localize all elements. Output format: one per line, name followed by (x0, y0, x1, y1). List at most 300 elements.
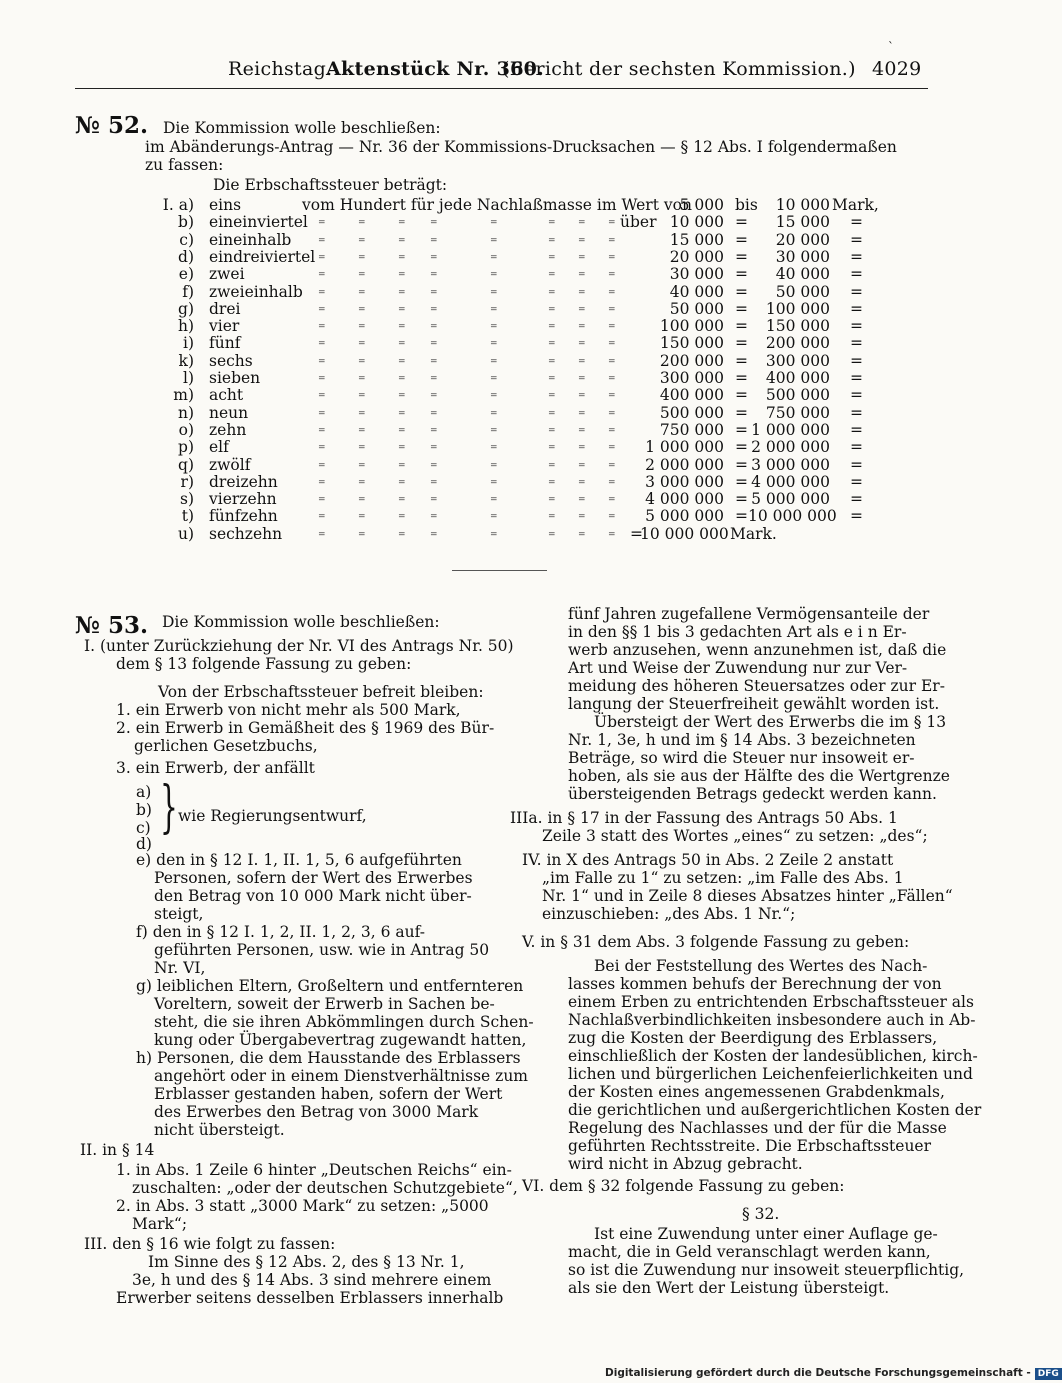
ditto-mark: = (608, 391, 616, 402)
ditto-mark: = (490, 391, 498, 402)
ditto-mark: = (358, 529, 366, 540)
rate-row-to: 200 000 (765, 334, 830, 353)
right-line-28: geführten Rechtsstreite. Die Erbschaftssteuer (568, 1137, 932, 1155)
ditto-mark: = (608, 287, 616, 298)
right-line-33: macht, die in Geld veranschlagt werden kann, (568, 1243, 931, 1261)
ditto-mark: = (548, 339, 556, 350)
ditto-mark: = (358, 408, 366, 419)
ditto-mark: = (430, 374, 438, 384)
ditto-mark: = (548, 391, 556, 402)
rate-row-from: 500 000 (659, 403, 724, 422)
right-line-15: Nr. 1“ und in Zeile 8 dieses Absatzes hinter „Fällen“ (542, 887, 953, 905)
ditto-mark: = (490, 218, 498, 229)
left-line-19: Nr. VI, (154, 959, 206, 977)
ditto-mark: = (358, 512, 366, 523)
ditto-mark: = (398, 495, 406, 506)
ditto-mark: = (430, 495, 438, 506)
left-line-23: kung oder Übergabevertrag zugewandt hatten, (154, 1031, 527, 1049)
ditto-mark: = (490, 287, 498, 298)
ditto-mark: = (398, 322, 406, 333)
rate-row-index: I. a) (162, 196, 194, 214)
left-line-6: gerlichen Gesetzbuchs, (134, 737, 318, 755)
ditto-mark: = (358, 270, 366, 281)
ditto-mark: = (318, 495, 326, 506)
rate-row-from: 5 000 (679, 196, 724, 214)
left-line-27: des Erwerbes den Betrag von 3000 Mark (154, 1103, 479, 1121)
ditto-mark: = (608, 477, 616, 488)
rate-row-bis: = (735, 420, 748, 439)
item-52-line2: im Abänderungs-Antrag — Nr. 36 der Kommissions-Drucksachen — § 12 Abs. I folgendermaßen (145, 138, 897, 156)
rate-row-index: i) (182, 334, 194, 353)
ditto-mark: = (490, 443, 498, 454)
ditto-mark: = (430, 252, 438, 263)
ditto-mark: = (430, 235, 438, 246)
ditto-mark: = (430, 529, 438, 540)
ditto-mark: = (548, 287, 556, 298)
ditto-mark: = (608, 270, 616, 281)
rate-row-word: fünfzehn (209, 507, 278, 526)
rate-row-index: s) (179, 490, 194, 509)
rate-row-from: 200 000 (659, 351, 724, 370)
ditto-mark: = (490, 322, 498, 333)
rate-row-from: 1 000 000 (645, 438, 724, 457)
rate-row-unit: = (850, 334, 863, 353)
rate-row-to: 10 000 000 (748, 507, 837, 526)
rate-row-index: n) (177, 403, 194, 422)
ditto-mark: = (578, 252, 586, 263)
ditto-mark: = (578, 529, 586, 540)
left-line-1: I. (unter Zurückziehung der Nr. VI des Antrags Nr. 50) (84, 637, 514, 655)
ditto-mark: = (398, 304, 406, 315)
left-line-12: wie Regierungsentwurf, (178, 807, 367, 825)
right-line-9: hoben, als sie aus der Hälfte des die Wertgrenze (568, 767, 950, 785)
rate-row-bis: = (735, 282, 748, 301)
rate-row-to: 300 000 (765, 351, 830, 370)
rate-row-bis: = (735, 490, 748, 509)
left-line-7: 3. ein Erwerb, der anfällt (116, 759, 315, 777)
rate-row-word: sechzehn (209, 524, 283, 543)
rate-row-to: 2 000 000 (751, 438, 830, 457)
ditto-mark: = (548, 270, 556, 281)
right-line-27: Regelung des Nachlasses und der für die Masse (568, 1119, 947, 1137)
ditto-mark: = (430, 391, 438, 402)
ditto-mark: = (490, 495, 498, 506)
left-line-16: steigt, (154, 905, 204, 923)
rate-row-to: 1 000 000 (751, 420, 830, 439)
left-line-15: den Betrag von 10 000 Mark nicht über- (154, 887, 472, 905)
rate-row-from: 30 000 (669, 265, 724, 284)
rate-row-bis: = (735, 299, 748, 318)
left-line-33: Mark“; (132, 1215, 188, 1233)
right-line-18: Bei der Feststellung des Wertes des Nach- (594, 957, 928, 975)
rate-row-unit: = (850, 420, 863, 439)
rate-row-from: 5 000 000 (645, 507, 724, 526)
rate-row-to: 20 000 (775, 230, 830, 249)
ditto-mark: = (578, 477, 586, 488)
ditto-mark: = (318, 235, 326, 246)
ditto-mark: = (398, 287, 406, 298)
left-line-3: Von der Erbschaftssteuer befreit bleiben: (158, 683, 484, 701)
ditto-mark: = (430, 356, 438, 367)
left-line-14: Personen, sofern der Wert des Erwerbes (154, 869, 473, 887)
rate-row-word: zehn (209, 420, 247, 439)
rate-row-bis: = (735, 472, 748, 491)
rate-row-index: u) (177, 524, 194, 543)
right-line-32: Ist eine Zuwendung unter einer Auflage ge- (594, 1225, 938, 1243)
rate-row-to: 750 000 (765, 403, 830, 422)
rate-row-unit: = (850, 507, 863, 526)
rate-row-from: 2 000 000 (645, 455, 724, 474)
ditto-mark: = (608, 339, 616, 350)
rate-row-to: 4 000 000 (751, 472, 830, 491)
rate-row-to: 150 000 (765, 317, 830, 336)
rate-row-bis: = (735, 438, 748, 457)
rate-row-index: f) (182, 282, 194, 301)
left-line-29: II. in § 14 (80, 1141, 155, 1159)
rate-row-to: 5 000 000 (751, 490, 830, 509)
rate-row-unit: = (850, 213, 863, 232)
right-line-22: zug die Kosten der Beerdigung des Erblassers, (568, 1029, 938, 1047)
ditto-mark: = (578, 218, 586, 229)
rate-row-bis: = (735, 247, 748, 266)
left-line-31: zuschalten: „oder der deutschen Schutzgebiete“, (132, 1179, 518, 1197)
rate-row-from: 10 000 (669, 213, 724, 232)
ditto-mark: = (318, 425, 326, 436)
ditto-mark: = (398, 443, 406, 454)
item-53-number: № 53. (75, 612, 149, 639)
rate-row-word: dreizehn (209, 472, 278, 491)
rate-row-word: vierzehn (209, 490, 277, 509)
right-line-17: V. in § 31 dem Abs. 3 folgende Fassung zu geben: (522, 933, 910, 951)
ditto-mark: = (578, 270, 586, 281)
right-line-35: als sie den Wert der Leistung übersteigt. (568, 1279, 890, 1297)
ditto-mark: = (430, 425, 438, 436)
ditto-mark: = (430, 477, 438, 488)
right-line-7: Nr. 1, 3e, h und im § 14 Abs. 3 bezeichneten (568, 731, 916, 749)
rate-row-bis: = (735, 265, 748, 284)
left-line-8: a) (136, 783, 152, 801)
header-tick: ` (888, 40, 894, 54)
right-line-0: fünf Jahren zugefallene Vermögensanteile der (568, 605, 930, 623)
ditto-mark: = (430, 218, 438, 229)
ditto-mark: = (608, 374, 616, 384)
rate-row-to: 400 000 (765, 369, 830, 387)
ditto-mark: = (318, 477, 326, 488)
ditto-mark: = (490, 235, 498, 246)
ditto-mark: = (358, 218, 366, 229)
ditto-mark: = (318, 443, 326, 454)
item-52-line1: Die Kommission wolle beschließen: (163, 119, 441, 137)
ditto-mark: = (548, 252, 556, 263)
ditto-mark: = (430, 460, 438, 471)
ditto-mark: = (318, 270, 326, 281)
ditto-mark: = (548, 477, 556, 488)
ditto-mark: = (318, 304, 326, 315)
ditto-mark: = (358, 477, 366, 488)
ditto-mark: = (318, 374, 326, 384)
ditto-mark: = (548, 495, 556, 506)
header-paren: (Bericht der sechsten Kommission.) (502, 58, 856, 80)
ditto-mark: = (578, 304, 586, 315)
ditto-mark: = (398, 460, 406, 471)
ditto-mark: = (490, 408, 498, 419)
left-line-24: h) Personen, die dem Hausstande des Erblassers (136, 1049, 521, 1067)
ditto-mark: = (608, 425, 616, 436)
rate-row-word: eins (209, 196, 242, 214)
ditto-mark: = (578, 408, 586, 419)
ditto-mark: = (358, 374, 366, 384)
rate-row-bis: = (735, 351, 748, 370)
rate-row-unit: = (850, 351, 863, 370)
left-line-21: Voreltern, soweit der Erwerb in Sachen be- (154, 995, 495, 1013)
rate-row-word: vier (209, 317, 240, 336)
ditto-mark: = (608, 408, 616, 419)
rate-row-word: eineinhalb (209, 230, 292, 249)
ditto-mark: = (398, 425, 406, 436)
rate-row-unit: Mark, (832, 196, 879, 214)
ditto-mark: = (318, 339, 326, 350)
rate-row-index: g) (178, 299, 194, 318)
rate-row-bis: = (735, 334, 748, 353)
ditto-mark: = (398, 408, 406, 419)
right-line-24: lichen und bürgerlichen Leichenfeierlichkeiten und (568, 1065, 973, 1083)
footer-credit (605, 1367, 1062, 1380)
rate-row-from: 3 000 000 (645, 472, 724, 491)
rate-row-word: sechs (209, 351, 253, 370)
ditto-mark: = (398, 512, 406, 523)
ditto-mark: = (358, 391, 366, 402)
footer-text: Digitalisierung gefördert durch die Deutsche Forschungsgemeinschaft - (605, 1367, 1031, 1379)
right-line-21: Nachlaßverbindlichkeiten insbesondere auch in Ab- (568, 1011, 976, 1029)
right-line-1: in den §§ 1 bis 3 gedachten Art als e i n Er- (568, 623, 907, 641)
page-number: 4029 (872, 58, 922, 80)
right-line-10: übersteigenden Betrags gedeckt werden kann. (568, 785, 937, 803)
rate-row-to: 3 000 000 (751, 455, 830, 474)
item-52-number: № 52. (75, 112, 149, 139)
ditto-mark: = (358, 235, 366, 246)
ditto-mark: = (318, 322, 326, 333)
rate-row-index: r) (180, 472, 194, 491)
rate-row-bis: = (735, 507, 748, 526)
rate-row-bis: = (735, 455, 748, 474)
ditto-mark: = (490, 304, 498, 315)
rate-row-index: c) (179, 230, 194, 249)
ditto-mark: = (578, 374, 586, 384)
ditto-mark: = (398, 529, 406, 540)
left-line-26: Erblasser gestanden haben, sofern der Wert (154, 1085, 503, 1103)
ditto-mark: = (430, 287, 438, 298)
rate-row-unit: = (850, 282, 863, 301)
right-line-26: die gerichtlichen und außergerichtlichen Kosten der (568, 1101, 982, 1119)
rate-row-index: t) (181, 507, 194, 526)
left-line-0: Die Kommission wolle beschließen: (162, 613, 440, 631)
ditto-mark: = (578, 425, 586, 436)
right-line-34: so ist die Zuwendung nur insoweit steuerpflichtig, (568, 1261, 965, 1279)
rate-row-from: 40 000 (669, 282, 724, 301)
right-line-13: IV. in X des Antrags 50 in Abs. 2 Zeile 2 anstatt (522, 851, 894, 869)
rate-row-unit: = (850, 490, 863, 509)
ditto-mark: = (318, 529, 326, 540)
ditto-mark: = (318, 460, 326, 471)
rate-row-prefix: = (630, 524, 643, 543)
rate-row-phrase: vom Hundert für jede Nachlaßmasse im Wert von (302, 196, 692, 214)
left-line-18: geführten Personen, usw. wie in Antrag 50 (154, 941, 490, 959)
ditto-mark: = (490, 252, 498, 263)
ditto-mark: = (548, 460, 556, 471)
rate-row-index: l) (182, 369, 194, 387)
ditto-mark: = (548, 529, 556, 540)
ditto-mark: = (608, 460, 616, 471)
ditto-mark: = (430, 339, 438, 350)
ditto-mark: = (430, 304, 438, 315)
right-line-30: VI. dem § 32 folgende Fassung zu geben: (522, 1177, 845, 1195)
ditto-mark: = (398, 391, 406, 402)
right-line-2: werb anzusehen, wenn anzunehmen ist, daß die (568, 641, 947, 659)
rate-row-word: drei (209, 299, 241, 318)
left-line-4: 1. ein Erwerb von nicht mehr als 500 Mark, (116, 701, 461, 719)
ditto-mark: = (358, 304, 366, 315)
left-line-32: 2. in Abs. 3 statt „3000 Mark“ zu setzen: „5000 (116, 1197, 489, 1215)
rate-row-index: m) (173, 386, 194, 405)
ditto-mark: = (548, 322, 556, 333)
rate-row-to: 40 000 (775, 265, 830, 284)
ditto-mark: = (490, 356, 498, 367)
ditto-mark: = (490, 374, 498, 384)
left-line-13: e) den in § 12 I. 1, II. 1, 5, 6 aufgeführten (136, 851, 462, 869)
ditto-mark: = (398, 339, 406, 350)
ditto-mark: = (578, 512, 586, 523)
rate-row-to: 500 000 (765, 386, 830, 405)
left-line-28: nicht übersteigt. (154, 1121, 285, 1139)
ditto-mark: = (430, 512, 438, 523)
left-line-25: angehört oder in einem Dienstverhältnisse zum (154, 1067, 529, 1085)
ditto-mark: = (318, 218, 326, 229)
ditto-mark: = (578, 443, 586, 454)
ditto-mark: = (318, 408, 326, 419)
ditto-mark: = (548, 408, 556, 419)
rate-row-from: 750 000 (659, 420, 724, 439)
rate-row-unit: = (850, 369, 863, 387)
ditto-mark: = (578, 322, 586, 333)
ditto-mark: = (490, 460, 498, 471)
ditto-mark: = (608, 495, 616, 506)
ditto-mark: = (318, 391, 326, 402)
ditto-mark: = (548, 235, 556, 246)
ditto-mark: = (358, 425, 366, 436)
rate-row-bis: = (735, 403, 748, 422)
left-line-20: g) leiblichen Eltern, Großeltern und entfernteren (136, 977, 524, 995)
rate-row-from: 4 000 000 (645, 490, 724, 509)
rate-row-bis: = (735, 230, 748, 249)
rate-row-index: d) (178, 247, 194, 266)
ditto-mark: = (318, 356, 326, 367)
rate-row-unit: = (850, 317, 863, 336)
ditto-mark: = (548, 374, 556, 384)
ditto-mark: = (358, 339, 366, 350)
ditto-mark: = (578, 235, 586, 246)
rate-row-unit: = (850, 386, 863, 405)
rate-row-to: 15 000 (775, 213, 830, 232)
left-line-11: d) (136, 835, 152, 853)
left-line-10: c) (136, 819, 151, 837)
ditto-mark: = (578, 339, 586, 350)
ditto-mark: = (608, 443, 616, 454)
rate-row-word: sieben (209, 369, 261, 387)
ditto-mark: = (398, 270, 406, 281)
right-line-3: Art und Weise der Zuwendung nur zur Ver- (568, 659, 908, 677)
rate-row-from: 300 000 (659, 369, 724, 387)
rate-row-from: 150 000 (659, 334, 724, 353)
ditto-mark: = (608, 218, 616, 229)
rate-row-to: 100 000 (765, 299, 830, 318)
rate-row-bis: = (735, 386, 748, 405)
ditto-mark: = (548, 218, 556, 229)
rate-row-unit: = (850, 230, 863, 249)
left-line-2: dem § 13 folgende Fassung zu geben: (116, 655, 412, 673)
ditto-mark: = (318, 512, 326, 523)
right-line-6: Übersteigt der Wert des Erwerbs die im § 13 (594, 713, 947, 731)
dfg-logo: DFG (1035, 1368, 1062, 1380)
rate-row-word: neun (209, 403, 249, 422)
rate-row-index: e) (178, 265, 194, 284)
ditto-mark: = (608, 356, 616, 367)
left-line-34: III. den § 16 wie folgt zu fassen: (84, 1235, 336, 1253)
ditto-mark: = (398, 374, 406, 384)
ditto-mark: = (358, 495, 366, 506)
ditto-mark: = (318, 252, 326, 263)
ditto-mark: = (578, 287, 586, 298)
rate-row-index: k) (178, 351, 194, 370)
rate-row-unit: = (850, 299, 863, 318)
rate-row-index: h) (177, 317, 194, 336)
rate-row-bis: = (735, 369, 748, 387)
rate-row-index: b) (178, 213, 194, 232)
left-line-17: f) den in § 12 I. 1, 2, II. 1, 2, 3, 6 auf- (136, 923, 425, 941)
right-line-14: „im Falle zu 1“ zu setzen: „im Falle des Abs. 1 (542, 869, 904, 887)
ditto-mark: = (548, 425, 556, 436)
rate-row-to: 50 000 (775, 282, 830, 301)
ditto-mark: = (608, 322, 616, 333)
ditto-mark: = (578, 391, 586, 402)
rate-row-word: zweieinhalb (209, 282, 303, 301)
ditto-mark: = (608, 304, 616, 315)
ditto-mark: = (358, 322, 366, 333)
ditto-mark: = (398, 218, 406, 229)
ditto-mark: = (608, 529, 616, 540)
rate-row-word: fünf (209, 334, 241, 353)
header-doc: Aktenstück Nr. 360. (326, 58, 545, 80)
rate-row-from: 50 000 (669, 299, 724, 318)
ditto-mark: = (578, 356, 586, 367)
ditto-mark: = (490, 339, 498, 350)
rate-row-index: p) (178, 438, 194, 457)
ditto-mark: = (398, 252, 406, 263)
rate-row-bis: Mark. (730, 524, 777, 543)
rate-row-unit: = (850, 455, 863, 474)
rate-row-word: elf (209, 438, 229, 457)
rate-row-unit: = (850, 438, 863, 457)
rate-row-from: 10 000 000 (640, 524, 729, 543)
ditto-mark: = (608, 252, 616, 263)
right-line-19: lasses kommen behufs der Berechnung der von (568, 975, 942, 993)
section-divider (452, 570, 547, 571)
ditto-mark: = (430, 270, 438, 281)
rate-row-unit: = (850, 247, 863, 266)
rate-row-bis: bis (735, 196, 758, 214)
rate-row-from: 400 000 (659, 386, 724, 405)
ditto-mark: = (490, 270, 498, 281)
rate-row-to: 30 000 (775, 247, 830, 266)
